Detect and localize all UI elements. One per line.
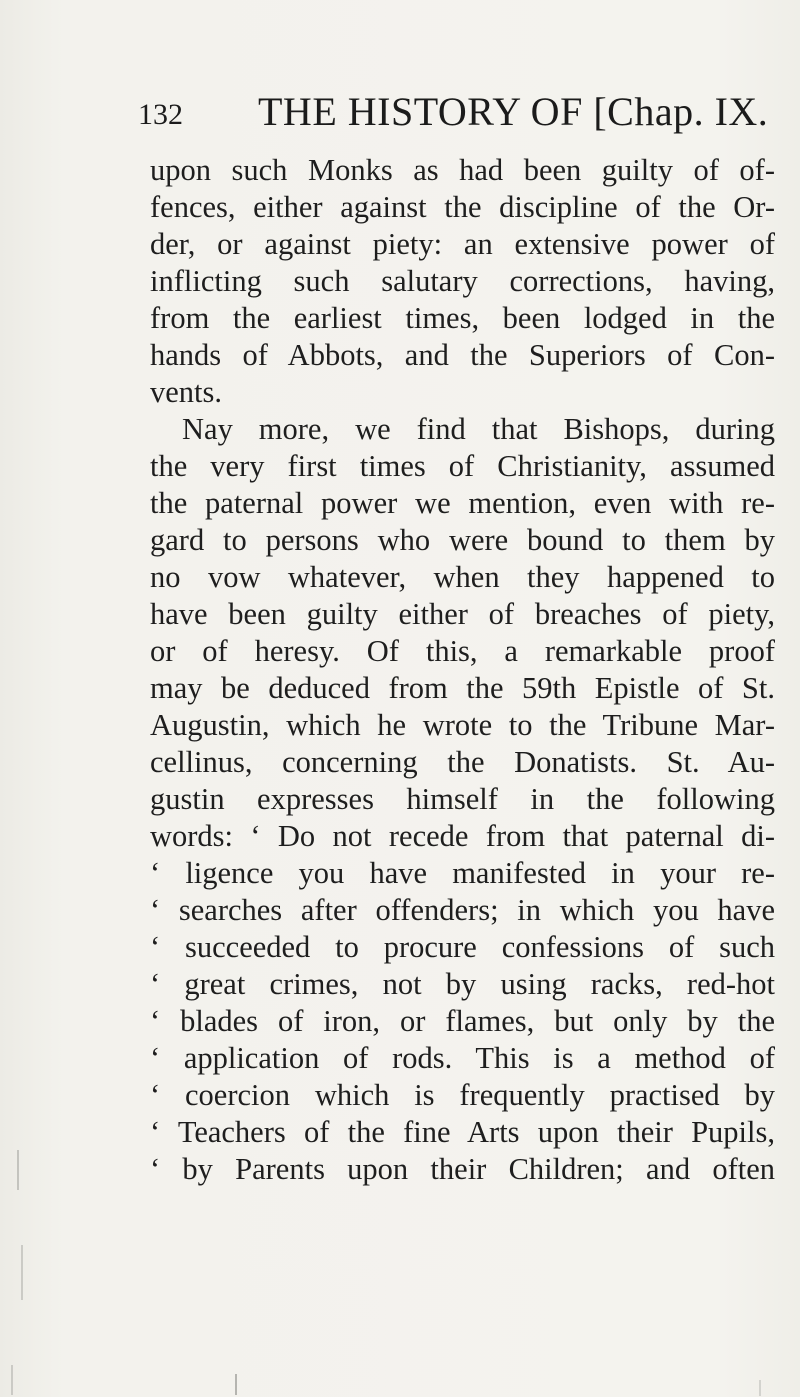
- text-line: have been guilty either of breaches of piety,: [150, 597, 775, 631]
- body-text: [150, 152, 775, 1188]
- text-line: may be deduced from the 59th Epistle of St.: [150, 671, 775, 705]
- text-line: no vow whatever, when they happened to: [150, 560, 775, 594]
- text-line: gard to persons who were bound to them by: [150, 523, 775, 557]
- text-line: or of heresy. Of this, a remarkable proof: [150, 634, 775, 668]
- page-header: [138, 88, 778, 148]
- text-line: the paternal power we mention, even with re-: [150, 486, 775, 520]
- text-line: ‘ by Parents upon their Children; and often: [150, 1152, 775, 1186]
- running-title: THE HISTORY OF [Chap. IX.: [258, 89, 769, 134]
- text-line: ‘ succeeded to procure confessions of such: [150, 930, 775, 964]
- text-line: inflicting such salutary corrections, having,: [150, 264, 775, 298]
- text-line: Augustin, which he wrote to the Tribune Mar-: [150, 708, 775, 742]
- text-line: vents.: [150, 375, 223, 409]
- text-line: cellinus, concerning the Donatists. St. Au-: [150, 745, 775, 779]
- text-line: ‘ ligence you have manifested in your re-: [150, 856, 775, 890]
- text-line: ‘ searches after offenders; in which you have: [150, 893, 775, 927]
- text-line: the very first times of Christianity, assumed: [150, 449, 775, 483]
- text-line: words: ‘ Do not recede from that paternal di-: [150, 819, 775, 853]
- text-line: upon such Monks as had been guilty of of-: [150, 153, 775, 187]
- text-line: ‘ coercion which is frequently practised by: [150, 1078, 775, 1112]
- text-line: der, or against piety: an extensive power of: [150, 227, 775, 261]
- text-line: Nay more, we find that Bishops, during: [182, 412, 775, 446]
- text-line: ‘ great crimes, not by using racks, red-hot: [150, 967, 775, 1001]
- text-line: fences, either against the discipline of the Or-: [150, 190, 775, 224]
- text-line: gustin expresses himself in the following: [150, 782, 775, 816]
- text-line: ‘ Teachers of the fine Arts upon their Pupils,: [150, 1115, 775, 1149]
- text-line: hands of Abbots, and the Superiors of Con-: [150, 338, 775, 372]
- text-line: ‘ blades of iron, or flames, but only by the: [150, 1004, 775, 1038]
- page-number: 132: [138, 98, 183, 131]
- text-line: from the earliest times, been lodged in the: [150, 301, 775, 335]
- text-line: ‘ application of rods. This is a method of: [150, 1041, 775, 1075]
